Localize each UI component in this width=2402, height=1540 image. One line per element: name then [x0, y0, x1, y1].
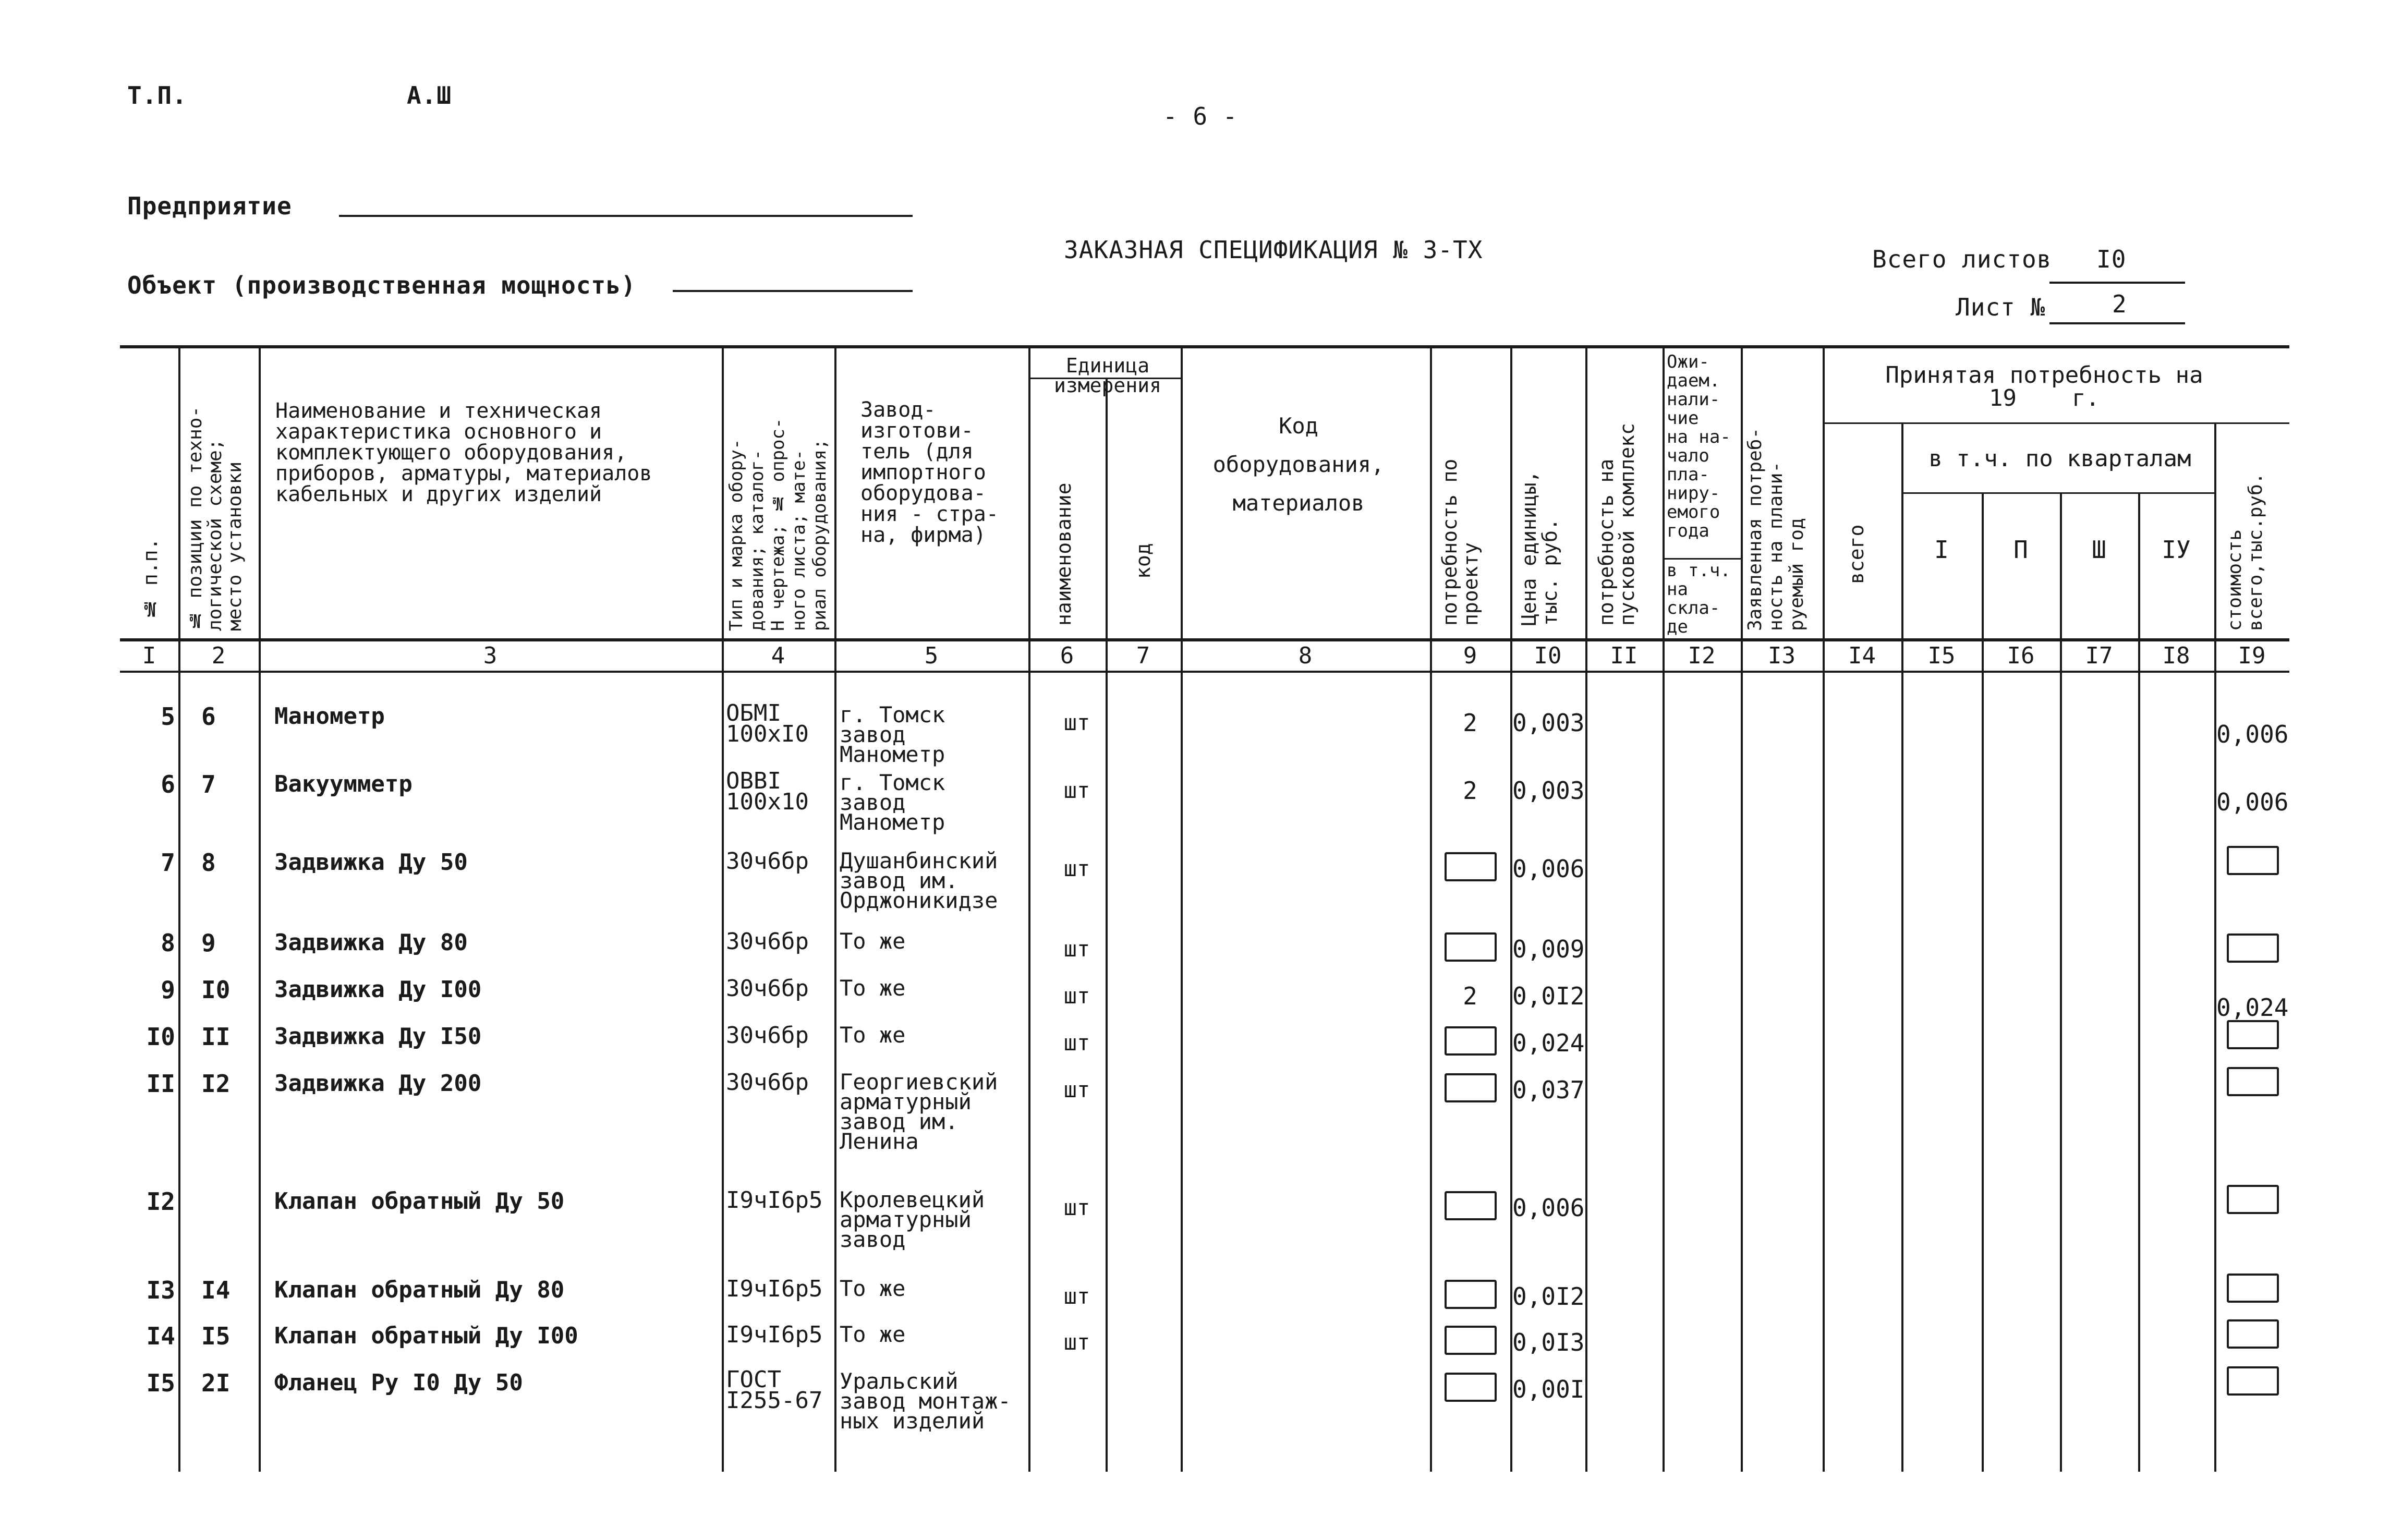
header-type: Тип и марка обору- дования; каталог- Н чертежа; № опрос- ного листа; мате- риал оборудования;: [726, 418, 830, 631]
column-number-3: 3: [483, 642, 498, 669]
row-number: 5: [161, 702, 175, 731]
row-unit: шт: [1063, 1195, 1090, 1220]
row-position: 2I: [201, 1369, 231, 1397]
col-divider-16: [2060, 492, 2062, 1472]
column-number-9: 9: [1463, 642, 1477, 669]
row-position: I4: [201, 1276, 231, 1304]
row-name: Клапан обратный Ду 80: [274, 1277, 565, 1303]
row-name: Клапан обратный Ду I00: [274, 1323, 578, 1349]
header-unit: Единица измерения: [1054, 354, 1161, 397]
col-divider-11: [1663, 345, 1665, 1472]
row-price: 0,024: [1512, 1032, 1585, 1054]
col-divider-7: [1181, 345, 1183, 1472]
col-divider-5: [1028, 345, 1030, 1472]
row-position: 8: [201, 848, 216, 877]
row-unit: шт: [1063, 1283, 1090, 1309]
row-type: I9чI6р5: [726, 1321, 823, 1348]
header-total: всего: [1845, 524, 1868, 584]
row-price: 0,00I: [1512, 1378, 1585, 1401]
header-startup-need: потребность на пусковой комплекс: [1595, 423, 1639, 626]
row-name: Задвижка Ду I00: [274, 976, 482, 1003]
col-divider-4: [834, 345, 836, 1472]
row-maker: То же: [840, 1321, 906, 1347]
header-maker: Завод- изготови- тель (для импортного оборудова- ния - стра- на, фирма): [860, 398, 999, 547]
row-type: ГОСТ I255-67: [726, 1366, 823, 1414]
row-name: Клапан обратный Ду 50: [274, 1188, 565, 1215]
row-type: ОБМI 100хI0: [726, 700, 809, 747]
row-type: 30ч6бр: [726, 1022, 809, 1049]
column-number-14: I4: [1848, 642, 1876, 669]
header-expected-stock: Ожи- даем. нали- чие на на- чало пла- ниру- емого года: [1667, 351, 1731, 541]
sheet-line: [2049, 322, 2185, 324]
col-divider-14: [1901, 422, 1903, 1472]
header-accepted-need: Принятая потребность на 19 г.: [1885, 362, 2203, 411]
row-type: 30ч6бр: [726, 928, 809, 955]
row-cost-box: [2227, 1020, 2279, 1049]
row-type: 30ч6бр: [726, 975, 809, 1002]
header-unit-name: наименование: [1052, 482, 1075, 626]
row-position: 7: [201, 770, 216, 798]
col-divider-6: [1106, 378, 1108, 1472]
row-name: Вакуумметр: [274, 771, 413, 797]
row-name: Фланец Ру I0 Ду 50: [274, 1369, 523, 1396]
row-name: Задвижка Ду I50: [274, 1023, 482, 1050]
column-number-5: 5: [924, 642, 939, 669]
row-position: I5: [201, 1322, 231, 1350]
row-cost-box: [2227, 846, 2279, 875]
row-cost: 0,006: [2216, 788, 2289, 816]
col-divider-1: [178, 345, 180, 1472]
col-divider-12: [1741, 345, 1743, 1472]
row-position: I2: [201, 1070, 231, 1098]
col-divider-10: [1585, 345, 1587, 1472]
doc-code-mid: А.Ш: [407, 81, 452, 110]
row-type: I9чI6р5: [726, 1276, 823, 1302]
row-maker: То же: [840, 1022, 906, 1048]
row-number: I4: [146, 1322, 175, 1350]
page-title: ЗАКАЗНАЯ СПЕЦИФИКАЦИЯ № 3-ТХ: [1064, 236, 1483, 264]
row-name: Манометр: [274, 703, 385, 730]
row-price: 0,0I3: [1512, 1331, 1585, 1354]
header-quarters: в т.ч. по кварталам: [1928, 445, 2191, 472]
header-quarter-1: I: [1934, 536, 1949, 564]
column-number-10: I0: [1534, 642, 1562, 669]
row-number: 8: [161, 929, 175, 957]
column-number-8: 8: [1298, 642, 1313, 669]
object-label: Объект (производственная мощность): [127, 271, 636, 299]
row-cost: 0,006: [2216, 720, 2289, 748]
header-quarter-2: П: [2013, 536, 2028, 564]
row-price: 0,0I2: [1512, 1285, 1585, 1308]
row-position: 6: [201, 702, 216, 731]
column-number-7: 7: [1136, 642, 1150, 669]
column-number-1: I: [142, 642, 156, 669]
col-divider-18: [2214, 422, 2216, 1472]
row-name: Задвижка Ду 200: [274, 1070, 482, 1097]
column-number-2: 2: [211, 642, 226, 669]
header-unit-code: код: [1132, 543, 1155, 579]
header-quarter-4: IУ: [2162, 536, 2191, 564]
row-unit: шт: [1063, 983, 1090, 1009]
row-qty-box: [1445, 1280, 1497, 1309]
header-cost: стоимость всего,тыс.руб.: [2224, 472, 2266, 631]
column-number-18: I8: [2162, 642, 2190, 669]
column-number-4: 4: [771, 642, 785, 669]
header-project-need: потребность по проекту: [1438, 458, 1482, 626]
row-unit: шт: [1063, 1329, 1090, 1355]
row-number: I5: [146, 1369, 175, 1397]
row-number: 6: [161, 770, 175, 798]
row-price: 0,003: [1512, 711, 1585, 734]
enterprise-label: Предприятие: [127, 192, 292, 220]
total-sheets-line: [2049, 282, 2185, 284]
total-sheets-value: I0: [2096, 245, 2127, 273]
row-type: ОВВI 100х10: [726, 768, 809, 815]
header-quarter-3: Ш: [2092, 536, 2106, 564]
sheet-value: 2: [2112, 290, 2127, 318]
row-unit: шт: [1063, 936, 1090, 962]
row-position: II: [201, 1023, 231, 1051]
object-field-line: [673, 290, 913, 292]
page-number: - 6 -: [1163, 102, 1238, 130]
row-number: I0: [146, 1023, 175, 1051]
row-maker: Уральский завод монтаж- ных изделий: [840, 1368, 1011, 1434]
enterprise-field-line: [339, 215, 913, 217]
in-stock-header-line: [1663, 558, 1741, 560]
row-maker: Душанбинский завод им. Орджоникидзе: [840, 848, 998, 913]
row-cost-box: [2227, 933, 2279, 963]
header-unit-price: Цена единицы, тыс. руб.: [1518, 470, 1561, 626]
column-number-19: I9: [2238, 642, 2266, 669]
row-maker: г. Томск завод Манометр: [840, 702, 945, 767]
row-number: 7: [161, 848, 175, 877]
row-number: I2: [146, 1187, 175, 1216]
column-number-11: II: [1610, 642, 1638, 669]
row-cost: 0,024: [2216, 993, 2289, 1022]
row-unit: шт: [1063, 710, 1090, 735]
row-number: 9: [161, 976, 175, 1004]
row-cost-box: [2227, 1185, 2279, 1214]
row-position: 9: [201, 929, 216, 957]
row-maker: Георгиевский арматурный завод им. Ленина: [840, 1069, 998, 1154]
header-row-number: № п.п.: [139, 538, 162, 621]
row-position: I0: [201, 976, 231, 1004]
col-divider-17: [2138, 492, 2140, 1472]
row-price: 0,006: [1512, 1196, 1585, 1219]
quarters-header-line: [1901, 492, 2214, 494]
column-number-13: I3: [1768, 642, 1796, 669]
row-maker: То же: [840, 975, 906, 1001]
row-cost-box: [2227, 1067, 2279, 1096]
row-qty-box: [1445, 852, 1497, 881]
row-type: 30ч6бр: [726, 848, 809, 875]
row-qty-box: [1445, 1191, 1497, 1220]
row-number: II: [146, 1070, 175, 1098]
table-top-border: [120, 345, 2289, 348]
header-declared-need: Заявленная потреб- ность на плани- руемый год: [1744, 427, 1807, 631]
row-qty: 2: [1463, 709, 1477, 737]
col-divider-13: [1823, 345, 1825, 1472]
column-number-6: 6: [1060, 642, 1074, 669]
sheet-label: Лист №: [1956, 293, 2046, 321]
row-type: 30ч6бр: [726, 1069, 809, 1096]
total-sheets-label: Всего листов: [1872, 245, 2052, 273]
row-maker: Кролевецкий арматурный завод: [840, 1187, 985, 1252]
row-qty-box: [1445, 1026, 1497, 1056]
accepted-header-line: [1823, 422, 2289, 424]
row-cost-box: [2227, 1319, 2279, 1349]
row-unit: шт: [1063, 856, 1090, 881]
column-number-15: I5: [1927, 642, 1956, 669]
row-type: I9чI6р5: [726, 1187, 823, 1214]
col-divider-2: [259, 345, 261, 1472]
row-qty: 2: [1463, 777, 1477, 805]
colnum-bottom-border: [120, 671, 2289, 673]
row-price: 0,037: [1512, 1078, 1585, 1101]
row-cost-box: [2227, 1274, 2279, 1303]
col-divider-3: [722, 345, 724, 1472]
row-price: 0,006: [1512, 857, 1585, 880]
row-maker: То же: [840, 1276, 906, 1301]
column-number-12: I2: [1688, 642, 1716, 669]
header-position: № позиции по техно- логической схеме; место установки: [185, 406, 246, 631]
header-bottom-border: [120, 638, 2289, 641]
row-maker: г. Томск завод Манометр: [840, 770, 945, 835]
col-divider-8: [1430, 345, 1432, 1472]
row-qty-box: [1445, 932, 1497, 962]
col-divider-15: [1982, 492, 1984, 1472]
doc-code-left: Т.П.: [127, 81, 187, 110]
row-qty-box: [1445, 1373, 1497, 1402]
row-price: 0,009: [1512, 938, 1585, 961]
row-unit: шт: [1063, 1077, 1090, 1102]
row-unit: шт: [1063, 778, 1090, 803]
row-number: I3: [146, 1276, 175, 1304]
row-qty-box: [1445, 1326, 1497, 1355]
row-name: Задвижка Ду 80: [274, 929, 468, 956]
row-price: 0,0I2: [1512, 985, 1585, 1008]
row-qty: 2: [1463, 982, 1477, 1010]
column-number-16: I6: [2007, 642, 2035, 669]
header-in-stock: в т.ч. на скла- де: [1667, 560, 1731, 637]
column-number-17: I7: [2085, 642, 2113, 669]
row-maker: То же: [840, 928, 906, 954]
row-unit: шт: [1063, 1030, 1090, 1056]
row-price: 0,003: [1512, 779, 1585, 802]
row-name: Задвижка Ду 50: [274, 849, 468, 876]
row-cost-box: [2227, 1366, 2279, 1396]
header-name: Наименование и техническая характеристика основного и комплектующего оборудования, приборов, арматуры, материалов кабельных и других изделий: [275, 399, 652, 506]
row-qty-box: [1445, 1073, 1497, 1102]
header-equipment-code: Код оборудования, материалов: [1212, 413, 1385, 516]
